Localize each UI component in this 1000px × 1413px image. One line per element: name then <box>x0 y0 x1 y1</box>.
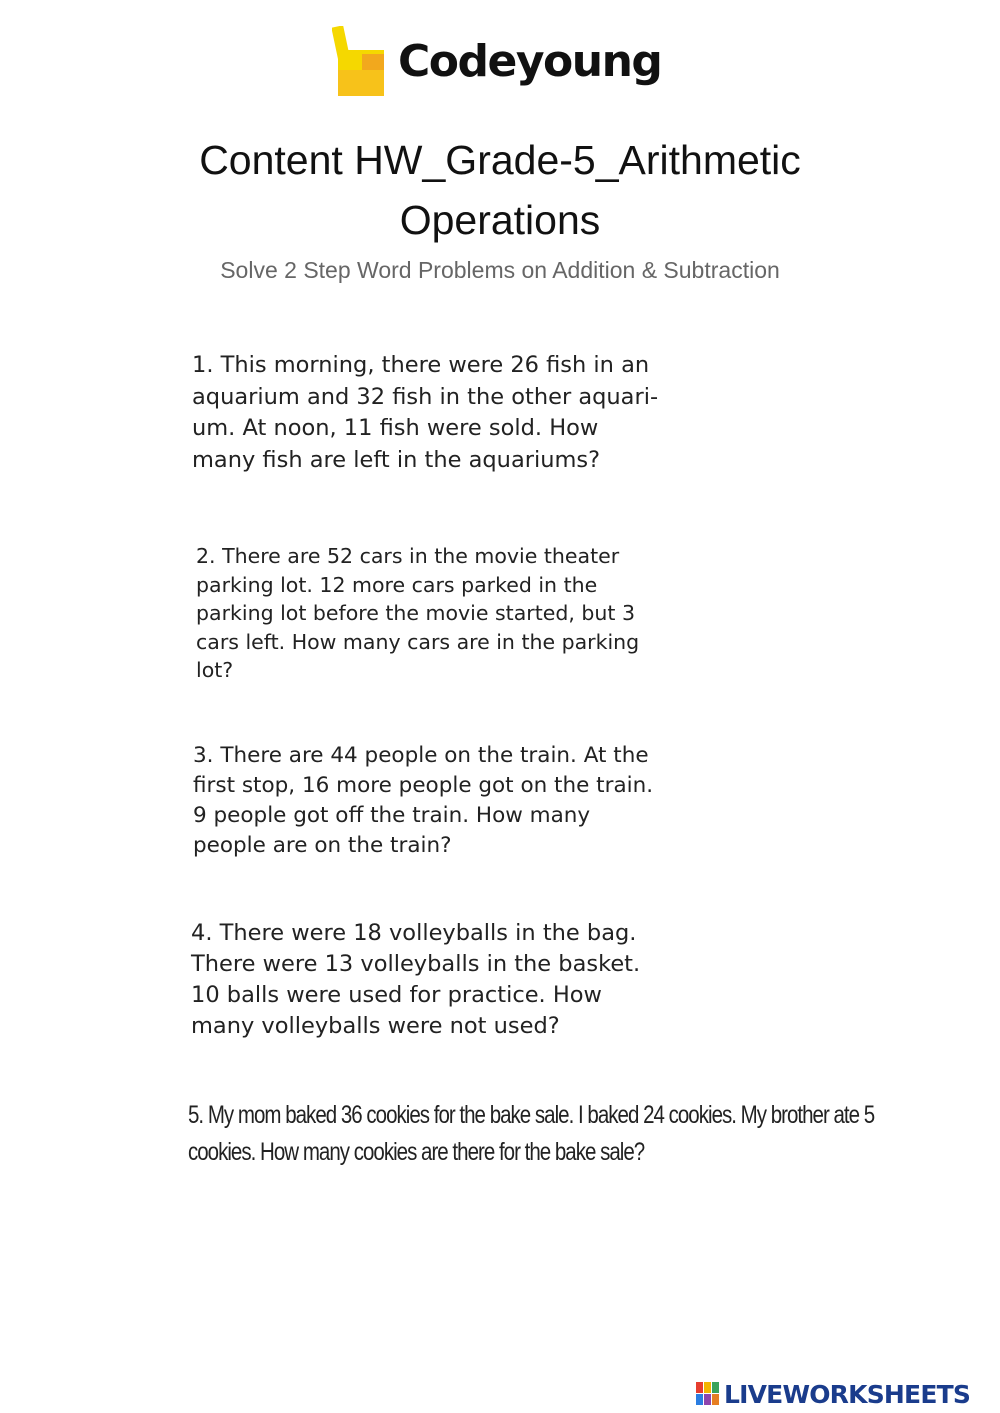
liveworksheets-brand: LIVEWORKSHEETS <box>724 1380 971 1409</box>
word-problem-5: 5. My mom baked 36 cookies for the bake sale. I baked 24 cookies. My brother ate 5 cookies. How many cookies are there for the bake sale? <box>188 1101 875 1166</box>
codeyoung-logo <box>332 26 672 106</box>
word-problem-2: 2. There are 52 cars in the movie theater parking lot. 12 more cars parked in the parking lot before the movie started, but 3 cars left. How many cars are in the parking lot? <box>196 544 640 682</box>
liveworksheets-logo-icon <box>696 1382 722 1406</box>
word-problem-1: 1. This morning, there were 26 fish in an aquarium and 32 fish in the other aquari- um. At noon, 11 fish were sold. How many fish are left in the aquariums? <box>192 352 659 473</box>
codeyoung-logo-icon <box>332 26 388 100</box>
brand-name: Codeyoung <box>398 36 662 87</box>
page-subtitle: Solve 2 Step Word Problems on Addition & Subtraction <box>220 257 780 283</box>
word-problem-3: 3. There are 44 people on the train. At the first stop, 16 more people got on the train. 9 people got off the train. How many people are on the train? <box>193 743 654 858</box>
word-problem-4: 4. There were 18 volleyballs in the bag. There were 13 volleyballs in the basket. 10 balls were used for practice. How many volleyballs were not used? <box>191 920 641 1039</box>
page-title: Content HW_Grade-5_Arithmetic Operations <box>199 137 801 243</box>
